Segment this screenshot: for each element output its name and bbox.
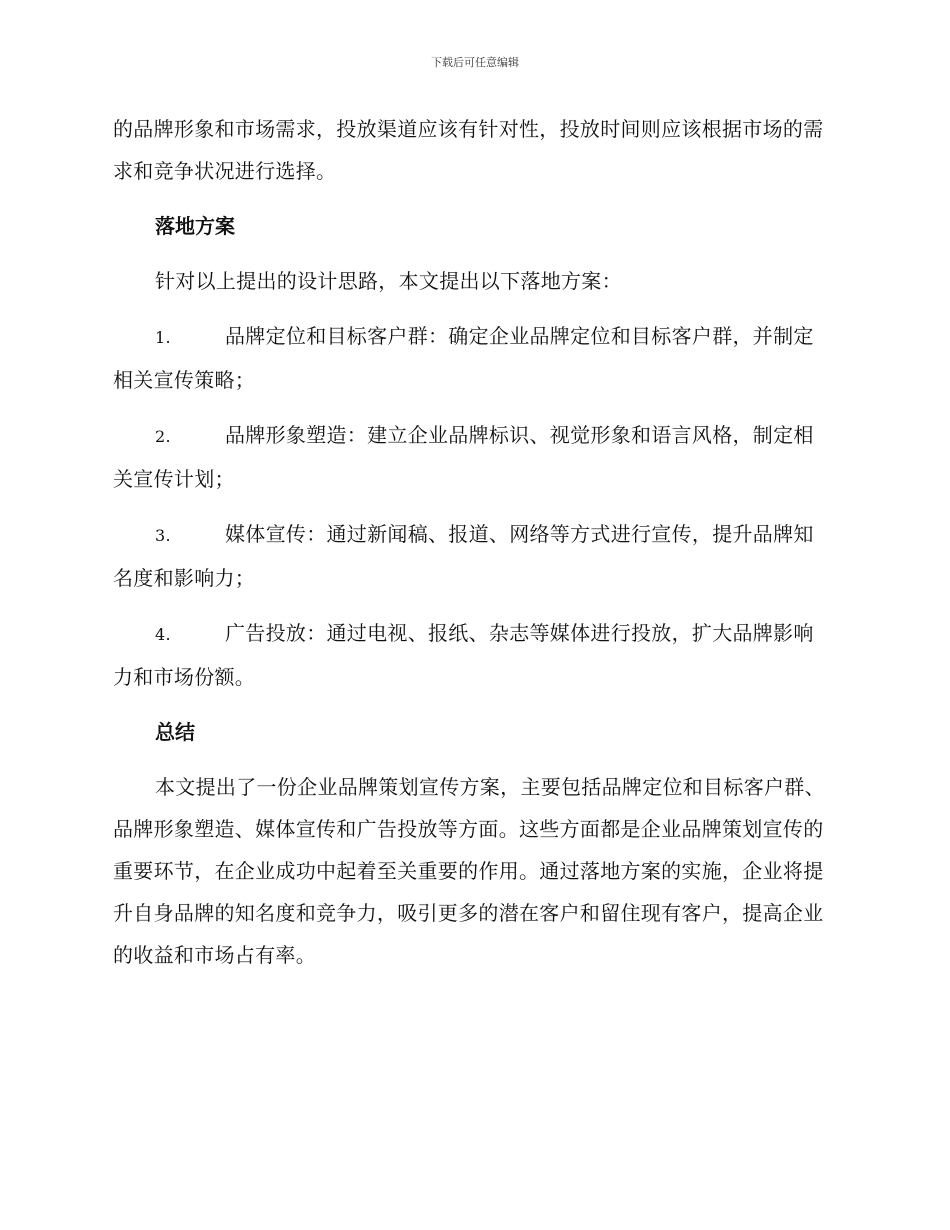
list-item-number: 3. (155, 526, 171, 545)
document-body (113, 108, 833, 976)
list-item (113, 315, 833, 401)
list-item-text: 媒体宣传：通过新闻稿、报道、网络等方式进行宣传，提升品牌知名度和影响力； (113, 522, 814, 590)
intro-continuation-paragraph: 的品牌形象和市场需求，投放渠道应该有针对性，投放时间则应该根据市场的需求和竞争状况进行选择。 (113, 117, 824, 183)
summary-paragraph: 本文提出了一份企业品牌策划宣传方案，主要包括品牌定位和目标客户群、品牌形象塑造、媒体宣传和广告投放等方面。这些方面都是企业品牌策划宣传的重要环节，在企业成功中起着至关重要的作用。通过落地方案的实施，企业将提升自身品牌的知名度和竞争力，吸引更多的潜在客户和留住现有客户，提高企业的收益和市场占有率。 (113, 775, 825, 967)
landing-lead-paragraph: 针对以上提出的设计思路，本文提出以下落地方案： (155, 269, 622, 293)
section-heading-landing: 落地方案 (155, 214, 235, 238)
list-item-number: 4. (155, 625, 171, 644)
list-item-text: 品牌形象塑造：建立企业品牌标识、视觉形象和语言风格，制定相关宣传计划； (113, 423, 814, 491)
page-header: 下载后可任意编辑 (431, 56, 519, 69)
list-item-number: 2. (155, 427, 171, 446)
list-item-number: 1. (155, 328, 171, 347)
list-item (113, 414, 833, 500)
list-item (113, 612, 833, 698)
list-item-text: 品牌定位和目标客户群：确定企业品牌定位和目标客户群，并制定相关宣传策略； (113, 324, 814, 392)
list-item-text: 广告投放：通过电视、报纸、杂志等媒体进行投放，扩大品牌影响力和市场份额。 (113, 621, 814, 689)
list-item (113, 513, 833, 599)
section-heading-summary: 总结 (155, 720, 195, 744)
